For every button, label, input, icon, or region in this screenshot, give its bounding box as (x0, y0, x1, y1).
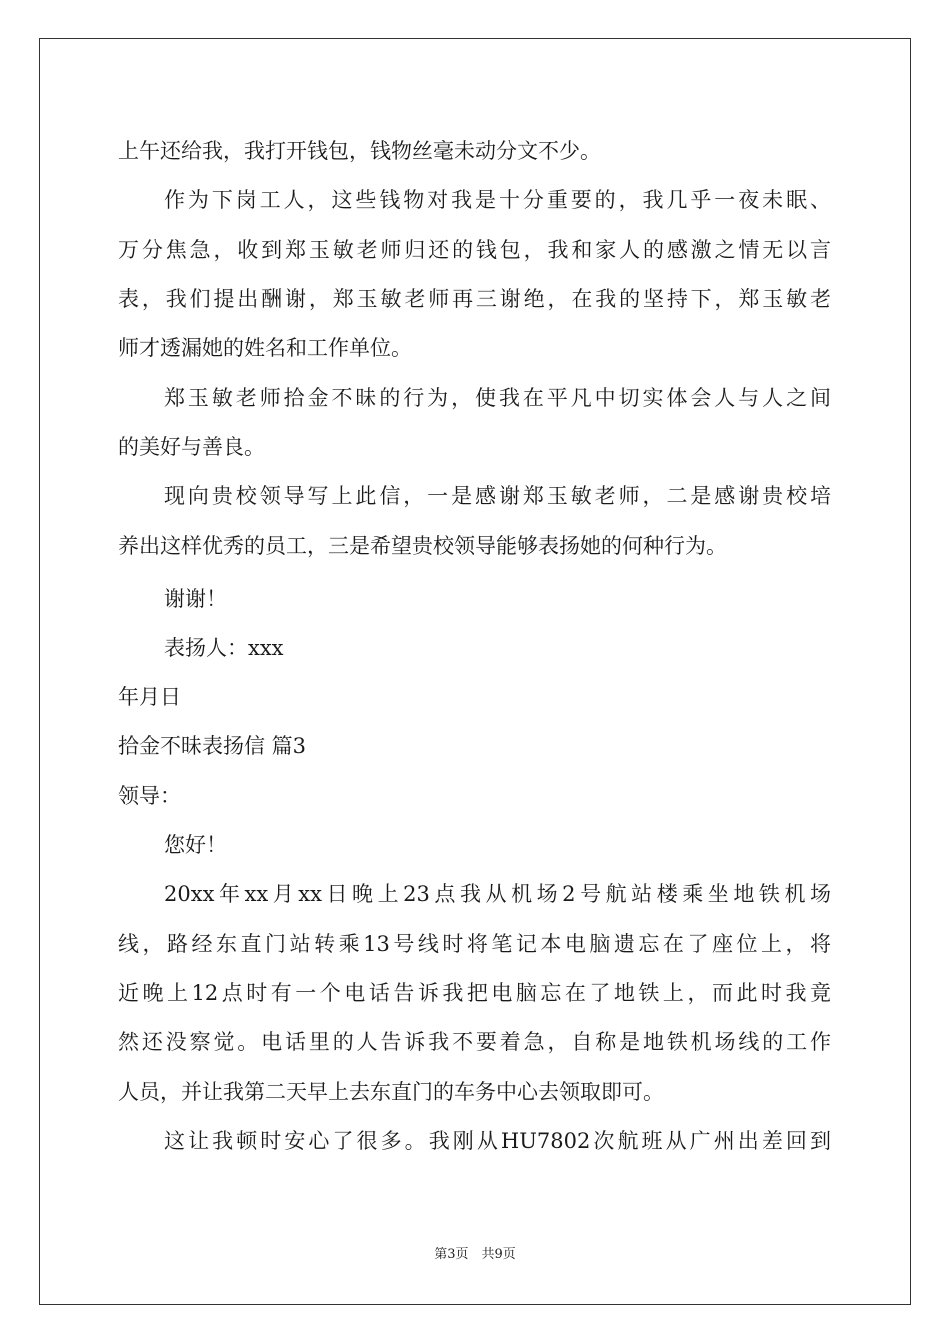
text-line: 这让我顿时安心了很多。我刚从HU7802次航班从广州出差回到 (164, 1129, 831, 1153)
text-line: 20xx年xx月xx日晚上23点我从机场2号航站楼乘坐地铁机场 (164, 882, 831, 906)
text-line: 近晚上12点时有一个电话告诉我把电脑忘在了地铁上，而此时我竟 (118, 981, 831, 1005)
text-line: 郑玉敏老师拾金不昧的行为，使我在平凡中切实体会人与人之间 (164, 386, 831, 410)
text-line: 万分焦急，收到郑玉敏老师归还的钱包，我和家人的感激之情无以言 (118, 238, 831, 262)
text-line: 谢谢！ (164, 587, 227, 611)
text-line: 然还没察觉。电话里的人告诉我不要着急，自称是地铁机场线的工作 (118, 1030, 831, 1054)
text-line: 人员，并让我第二天早上去东直门的车务中心去领取即可。 (118, 1080, 664, 1104)
text-line: 作为下岗工人，这些钱物对我是十分重要的，我几乎一夜未眠、 (164, 188, 831, 212)
text-line: 表扬人：xxx (164, 636, 284, 660)
salutation: 领导： (118, 784, 181, 808)
text-line: 线，路经东直门站转乘13号线时将笔记本电脑遗忘在了座位上，将 (118, 932, 831, 956)
page-number: 第3页 共9页 (434, 1247, 516, 1262)
text-line: 上午还给我，我打开钱包，钱物丝毫未动分文不少。 (118, 139, 601, 163)
text-line: 表，我们提出酬谢，郑玉敏老师再三谢绝，在我的坚持下，郑玉敏老 (118, 287, 831, 311)
date-line: 年月日 (118, 685, 181, 709)
text-line: 师才透漏她的姓名和工作单位。 (118, 336, 412, 360)
page-border (39, 38, 911, 1305)
text-line: 的美好与善良。 (118, 435, 265, 459)
greeting: 您好！ (164, 833, 227, 857)
text-line: 养出这样优秀的员工，三是希望贵校领导能够表扬她的何种行为。 (118, 534, 727, 558)
text-line: 现向贵校领导写上此信，一是感谢郑玉敏老师，二是感谢贵校培 (164, 484, 831, 508)
section-title: 拾金不昧表扬信 篇3 (118, 734, 307, 758)
